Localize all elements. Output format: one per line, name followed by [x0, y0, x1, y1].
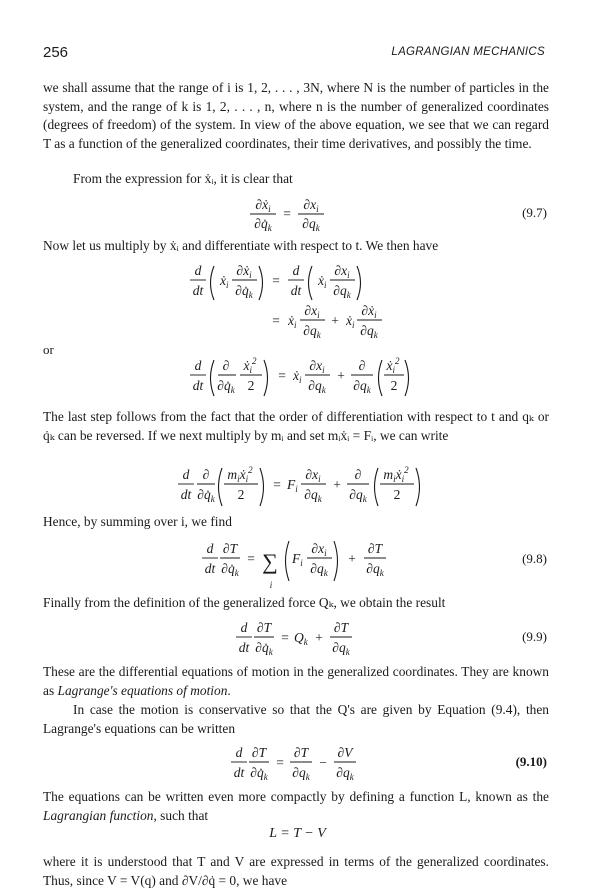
- svg-text:∂q̇k: $\partial q̇_k$: [197, 487, 215, 504]
- svg-text:−: −: [319, 755, 327, 770]
- svg-text:=: =: [281, 630, 289, 645]
- svg-text:ẋi: ẋ$_i$: [220, 273, 229, 290]
- equation-derivation-2: [0, 303, 595, 343]
- svg-text:∂q̇k: $\partial q̇_k$: [250, 765, 268, 782]
- paragraph-expressed-in-terms: where it is understood that T and V are expressed in terms of the generalized coordinates. Thus, since V = V(q) and ∂V/∂q̇ = 0, we have: [43, 854, 549, 888]
- svg-text:∂xi: $\partial x_i$: [311, 541, 327, 558]
- equation-9-10: [0, 744, 595, 784]
- text-segment: These are the differential equations of motion in the generalized coordinates. They are known as: [43, 664, 549, 698]
- svg-text:∂q̇k: $\partial q̇_k$: [217, 378, 235, 395]
- equation-9-9: [0, 619, 595, 659]
- svg-text:∂: ∂: [354, 467, 362, 482]
- svg-text:Fi: $F_i$: [292, 551, 303, 568]
- paragraph-last-step: The last step follows from the fact that the order of differentiation with respect to t and qₖ or q̇ₖ can be reversed. If we next multiply by mᵢ and set mᵢẋᵢ = Fᵢ, we can write: [43, 409, 549, 443]
- svg-text:d: d: [235, 745, 243, 760]
- svg-text:+: +: [315, 630, 323, 645]
- svg-text:∂xi: $\partial x_i$: [309, 358, 325, 375]
- svg-text:∂qk: $\partial q_k$: [349, 487, 367, 504]
- paragraph-summing: Hence, by summing over i, we find: [43, 514, 232, 529]
- svg-text:ẋi: ẋ$_i$: [346, 313, 355, 330]
- svg-text:+: +: [333, 477, 341, 492]
- svg-text:d: d: [206, 541, 214, 556]
- svg-text:∂T: ∂T: [293, 745, 309, 760]
- svg-text:∑: ∑: [262, 549, 278, 574]
- svg-text:miẋi2: $m_iẋ_i^2$: [383, 465, 409, 484]
- svg-text:∂T: ∂T: [333, 620, 349, 635]
- svg-text:2: 2: [247, 378, 255, 393]
- paragraph-multiply: Now let us multiply by ẋᵢ and differentiate with respect to t. We then have: [43, 238, 439, 253]
- svg-text:ẋi: ẋ$_i$: [293, 368, 302, 385]
- svg-text:∂: ∂: [222, 358, 230, 373]
- svg-text:dt: dt: [192, 378, 204, 393]
- svg-text:∂qk: $\partial q_k$: [303, 323, 321, 340]
- text-segment: .: [227, 682, 231, 698]
- equation-9-8: [0, 536, 595, 592]
- svg-text:∂ẋi: ∂ẋ$_i$: [361, 303, 377, 320]
- svg-text:∂qk: $\partial q_k$: [304, 487, 322, 504]
- svg-text:2: 2: [237, 487, 245, 502]
- equation-number-9-9: (9.9): [522, 629, 547, 644]
- svg-text:=: =: [247, 551, 255, 566]
- svg-text:∂qk: $\partial q_k$: [292, 765, 310, 782]
- svg-text:∂qk: $\partial q_k$: [353, 378, 371, 395]
- svg-text:∂qk: $\partial q_k$: [360, 323, 378, 340]
- svg-text:∂T: ∂T: [251, 745, 267, 760]
- svg-text:∂qk: $\partial q_k$: [302, 216, 320, 233]
- svg-text:=: =: [276, 755, 284, 770]
- svg-text:∂xi: $\partial x_i$: [334, 263, 350, 280]
- svg-text:∂xi: $\partial x_i$: [304, 303, 320, 320]
- equation-number-9-7: (9.7): [522, 205, 547, 220]
- paragraph-expression: From the expression for ẋᵢ, it is clear that: [73, 171, 293, 186]
- svg-text:d: d: [194, 358, 202, 373]
- svg-text:∂q̇k: $\partial q̇_k$: [235, 283, 253, 300]
- svg-text:miẋi2: $m_iẋ_i^2$: [227, 465, 253, 484]
- svg-text:∂xi: $\partial x_i$: [305, 467, 321, 484]
- svg-text:+: +: [348, 551, 356, 566]
- svg-text:d: d: [194, 263, 202, 278]
- equation-number-9-10: (9.10): [515, 754, 547, 769]
- svg-text:∂q̇k: $\partial q̇_k$: [255, 640, 273, 657]
- svg-text:=: =: [273, 477, 281, 492]
- paragraph-lagrangian-definition: [43, 788, 549, 825]
- equation-derivation-3: [0, 356, 595, 400]
- svg-text:∂q̇k: $\partial q̇_k$: [254, 216, 272, 233]
- svg-text:dt: dt: [180, 487, 192, 502]
- svg-text:d: d: [240, 620, 248, 635]
- svg-text:=: =: [272, 273, 280, 288]
- connective-or: or: [43, 342, 54, 357]
- page-number: 256: [43, 44, 69, 61]
- svg-text:dt: dt: [233, 765, 245, 780]
- svg-text:ẋi: ẋ$_i$: [318, 273, 327, 290]
- svg-text:d: d: [182, 467, 190, 482]
- svg-text:=: =: [283, 206, 291, 221]
- paragraph-lagrange-equations: [43, 663, 549, 700]
- text-segment: , such that: [153, 807, 209, 823]
- emphasis-lagrangian-function: Lagrangian function: [43, 807, 154, 823]
- svg-text:i: i: [269, 580, 273, 590]
- text-segment: The equations can be written even more compactly by defining a function L, known as the: [43, 789, 549, 804]
- paragraph-conservative: In case the motion is conservative so that the Q's are given by Equation (9.4), then Lagrange's equations can be written: [43, 702, 549, 736]
- svg-text:∂ẋi: ∂ẋ$_i$: [236, 263, 252, 280]
- svg-text:=: =: [272, 313, 280, 328]
- svg-text:Qk: $Q_k$: [294, 630, 308, 647]
- svg-text:∂xi: $\partial x_i$: [303, 197, 319, 214]
- svg-text:+: +: [331, 313, 339, 328]
- svg-text:2: 2: [390, 378, 398, 393]
- svg-text:dt: dt: [238, 640, 250, 655]
- emphasis-lagranges-equations: Lagrange's equations of motion: [57, 682, 228, 698]
- svg-text:∂qk: $\partial q_k$: [332, 640, 350, 657]
- svg-text:ẋi2: ẋ$_i^2$: [243, 356, 257, 375]
- svg-text:∂V: ∂V: [337, 745, 353, 760]
- svg-text:∂ẋi: ∂ẋ$_i$: [255, 197, 271, 214]
- svg-text:∂: ∂: [358, 358, 366, 373]
- svg-text:∂q̇k: $\partial q̇_k$: [221, 561, 239, 578]
- running-title: LAGRANGIAN MECHANICS: [391, 46, 545, 58]
- svg-text:∂T: ∂T: [256, 620, 272, 635]
- svg-text:ẋi: ẋ$_i$: [288, 313, 297, 330]
- svg-text:∂: ∂: [202, 467, 210, 482]
- equation-number-9-8: (9.8): [522, 551, 547, 566]
- svg-text:∂qk: $\partial q_k$: [366, 561, 384, 578]
- svg-text:d: d: [292, 263, 300, 278]
- svg-text:+: +: [337, 368, 345, 383]
- svg-text:dt: dt: [290, 283, 302, 298]
- svg-text:ẋi2: ẋ$_i^2$: [386, 356, 400, 375]
- paragraph-ranges: we shall assume that the range of i is 1, 2, . . . , 3N, where N is the number of particles in the system, and the range of k is 1, 2, . . . , n, where n is the number of generalized coordinates (degrees of freedom) of the system. In view of the above equation, we see that we can regard T as a function of the generalized coordinates, their time derivatives, and possibly the time.: [43, 80, 549, 151]
- paragraph-generalized-force: Finally from the definition of the generalized force Qₖ, we obtain the result: [43, 595, 446, 610]
- svg-text:∂qk: $\partial q_k$: [333, 283, 351, 300]
- equation-9-7: [0, 195, 595, 235]
- svg-text:∂qk: $\partial q_k$: [310, 561, 328, 578]
- equation-lagrangian: L = T − V: [269, 826, 326, 841]
- svg-text:dt: dt: [192, 283, 204, 298]
- svg-text:=: =: [278, 368, 286, 383]
- svg-text:Fi: $F_i$: [287, 477, 298, 494]
- equation-mass-multiplied: [0, 464, 595, 510]
- svg-text:∂T: ∂T: [222, 541, 238, 556]
- svg-text:dt: dt: [204, 561, 216, 576]
- svg-text:2: 2: [393, 487, 401, 502]
- svg-text:∂qk: $\partial q_k$: [336, 765, 354, 782]
- equation-derivation-1: [0, 262, 595, 304]
- svg-text:∂T: ∂T: [367, 541, 383, 556]
- svg-text:∂qk: $\partial q_k$: [308, 378, 326, 395]
